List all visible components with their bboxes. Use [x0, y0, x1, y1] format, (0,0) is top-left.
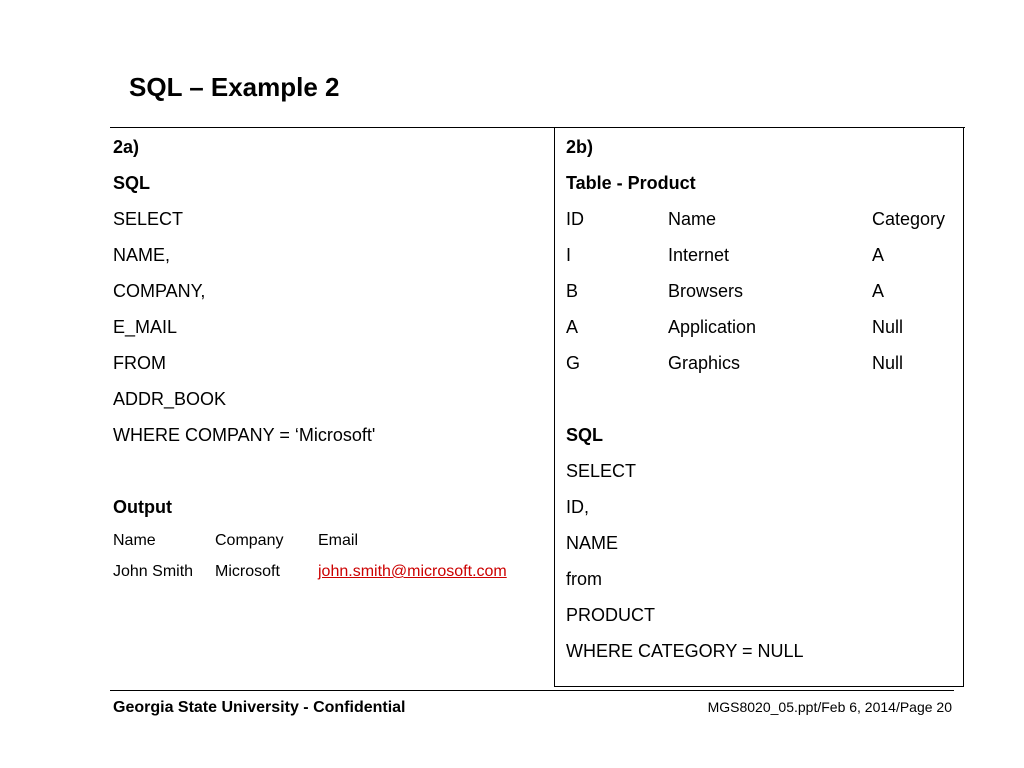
output-table-header: [113, 529, 548, 560]
panel-2b-heading: 2b): [566, 137, 593, 157]
output-header-cell: Company: [215, 532, 284, 549]
footer-page-info: MGS8020_05.ppt/Feb 6, 2014/Page 20: [707, 699, 952, 715]
output-header-cell: Email: [318, 532, 359, 549]
product-cell: Null: [872, 353, 904, 373]
panel-2b-sql-label: SQL: [566, 425, 604, 445]
spacer: [566, 385, 961, 421]
product-cell: Internet: [668, 245, 730, 265]
sql-line: E_MAIL: [113, 317, 178, 337]
sql-line: NAME,: [113, 245, 171, 265]
footer-organization: Georgia State University - Confidential: [113, 699, 406, 716]
product-cell: A: [566, 317, 579, 337]
product-cell: I: [566, 245, 572, 265]
product-cell: G: [566, 353, 581, 373]
sql-line: ADDR_BOOK: [113, 389, 227, 409]
email-link[interactable]: john.smith@microsoft.com: [318, 563, 507, 580]
table-row: [566, 349, 961, 385]
sql-line: SELECT: [566, 461, 637, 481]
product-cell: Application: [668, 317, 757, 337]
sql-line: SELECT: [113, 209, 184, 229]
sql-line: PRODUCT: [566, 605, 655, 625]
table-row: [113, 560, 548, 591]
table-row: [566, 277, 961, 313]
output-table: [113, 529, 548, 591]
sql-line: WHERE COMPANY = ‘Microsoft': [113, 425, 376, 445]
sql-line: from: [566, 569, 602, 589]
product-table-label: Table - Product: [566, 173, 696, 193]
output-cell: Microsoft: [215, 563, 280, 580]
sql-line: WHERE CATEGORY = NULL: [566, 641, 804, 661]
product-header-cell: Category: [872, 209, 946, 229]
panel-2b: [566, 133, 961, 673]
output-cell: John Smith: [113, 563, 194, 580]
footer-divider: [110, 690, 954, 691]
panel-2a-sql-label: SQL: [113, 173, 151, 193]
sql-line: FROM: [113, 353, 166, 373]
output-label: Output: [113, 497, 172, 517]
table-row: [566, 241, 961, 277]
product-table-header: [566, 205, 961, 241]
product-header-cell: ID: [566, 209, 584, 229]
sql-line: NAME: [566, 533, 619, 553]
product-cell: B: [566, 281, 579, 301]
table-row: [566, 313, 961, 349]
panel-2a: [113, 133, 548, 591]
panel-2a-heading: 2a): [113, 137, 140, 157]
product-cell: A: [872, 281, 885, 301]
product-cell: A: [872, 245, 885, 265]
product-cell: Null: [872, 317, 904, 337]
product-header-cell: Name: [668, 209, 717, 229]
product-cell: Graphics: [668, 353, 741, 373]
slide-title: SQL – Example 2: [129, 72, 340, 102]
spacer: [113, 457, 548, 493]
sql-line: COMPANY,: [113, 281, 206, 301]
sql-line: ID,: [566, 497, 590, 517]
product-cell: Browsers: [668, 281, 744, 301]
output-header-cell: Name: [113, 532, 156, 549]
